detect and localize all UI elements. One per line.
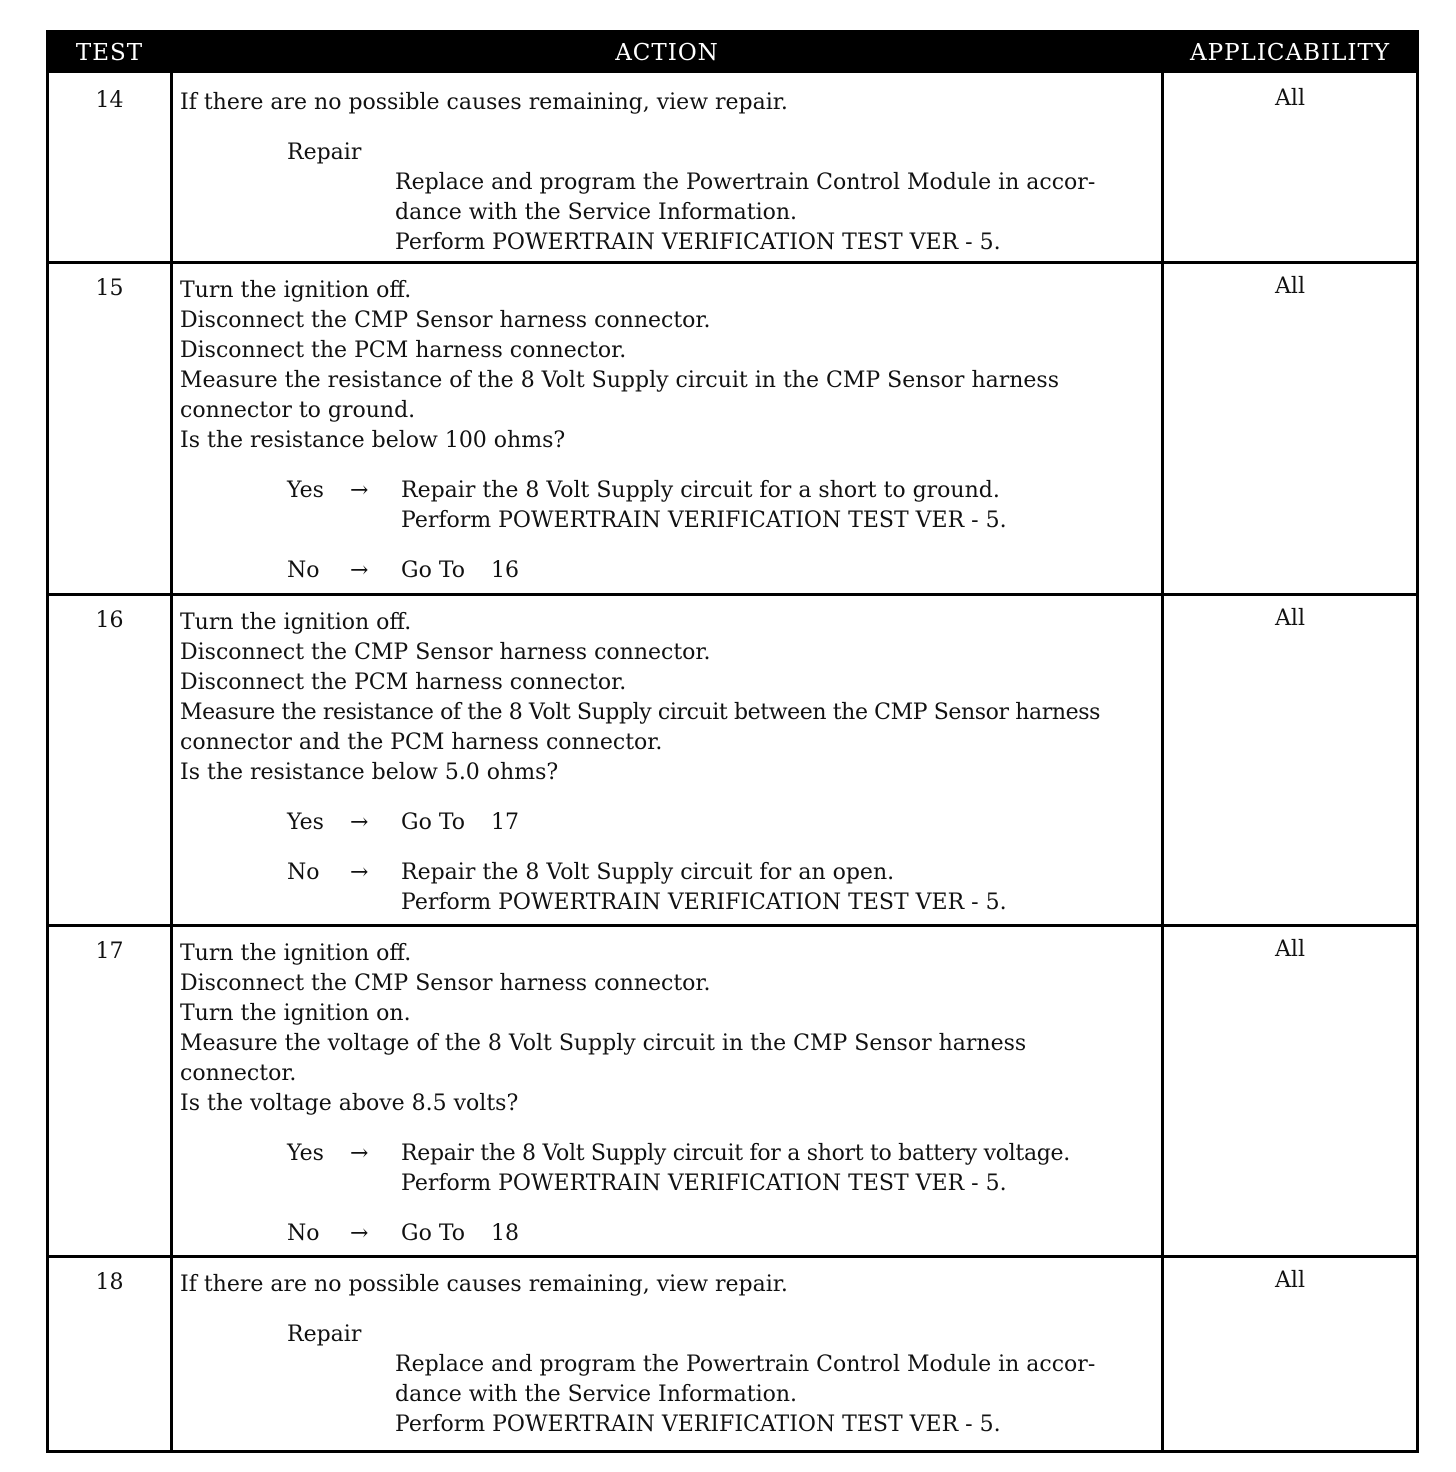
action-cell <box>180 1270 1153 1440</box>
action-question: Is the resistance below 100 ohms? <box>180 428 566 453</box>
goto-target: 16 <box>491 558 520 583</box>
applicability-value: All <box>1275 274 1305 299</box>
no-answer <box>180 858 1153 888</box>
goto-target: 17 <box>491 810 520 835</box>
action-step: Turn the ignition off. <box>180 941 412 966</box>
yes-label: Yes <box>287 810 324 835</box>
action-step: Disconnect the PCM harness connector. <box>180 670 627 695</box>
goto-link[interactable] <box>401 1219 519 1249</box>
action-cell <box>180 88 1153 258</box>
action-cell <box>180 276 1153 586</box>
action-step: Measure the voltage of the 8 Volt Supply circuit in the CMP Sensor harness <box>180 1031 1027 1056</box>
repair-text: Replace and program the Powertrain Control Module in accor- <box>395 1352 1096 1377</box>
repair-text: Perform POWERTRAIN VERIFICATION TEST VER - 5. <box>395 230 1001 255</box>
arrow-icon: → <box>350 1141 369 1166</box>
yes-result: Perform POWERTRAIN VERIFICATION TEST VER - 5. <box>401 1171 1007 1196</box>
table-row <box>49 927 1416 1255</box>
arrow-icon: → <box>350 478 369 503</box>
goto-label: Go To <box>401 1221 466 1246</box>
action-intro: If there are no possible causes remaining, view repair. <box>180 90 788 115</box>
applicability-value: All <box>1275 606 1305 631</box>
goto-label: Go To <box>401 558 466 583</box>
action-step: Turn the ignition off. <box>180 610 412 635</box>
applicability-value: All <box>1275 86 1305 111</box>
action-step: Disconnect the CMP Sensor harness connector. <box>180 640 711 665</box>
yes-label: Yes <box>287 1141 324 1166</box>
header-test: TEST <box>75 40 144 66</box>
no-answer <box>180 1219 1153 1249</box>
action-step: Measure the resistance of the 8 Volt Supply circuit in the CMP Sensor harness <box>180 368 1060 393</box>
yes-answer <box>180 1139 1153 1169</box>
action-step: connector and the PCM harness connector. <box>180 730 663 755</box>
table-row <box>49 1258 1416 1450</box>
repair-text: Perform POWERTRAIN VERIFICATION TEST VER - 5. <box>395 1412 1001 1437</box>
no-label: No <box>287 860 320 885</box>
repair-label: Repair <box>287 1322 362 1347</box>
arrow-icon: → <box>350 860 369 885</box>
no-answer <box>180 556 1153 586</box>
header-applicability: APPLICABILITY <box>1190 40 1390 66</box>
repair-text: dance with the Service Information. <box>395 200 798 225</box>
no-result: Repair the 8 Volt Supply circuit for an open. <box>401 860 895 885</box>
yes-answer <box>180 808 1153 838</box>
yes-result: Repair the 8 Volt Supply circuit for a short to battery voltage. <box>401 1141 1070 1166</box>
action-step: connector to ground. <box>180 398 416 423</box>
no-label: No <box>287 558 320 583</box>
table-row <box>49 596 1416 924</box>
action-step: Disconnect the CMP Sensor harness connector. <box>180 971 711 996</box>
goto-target: 18 <box>491 1221 520 1246</box>
action-step: Disconnect the PCM harness connector. <box>180 338 627 363</box>
action-question: Is the voltage above 8.5 volts? <box>180 1091 519 1116</box>
diagnostic-test-table <box>46 30 1419 1453</box>
arrow-icon: → <box>350 810 369 835</box>
no-result: Perform POWERTRAIN VERIFICATION TEST VER - 5. <box>401 890 1007 915</box>
yes-result: Repair the 8 Volt Supply circuit for a short to ground. <box>401 478 1000 503</box>
table-row <box>49 76 1416 261</box>
yes-result: Perform POWERTRAIN VERIFICATION TEST VER - 5. <box>401 508 1007 533</box>
action-step: Turn the ignition off. <box>180 278 412 303</box>
goto-label: Go To <box>401 810 466 835</box>
action-cell <box>180 608 1153 918</box>
header-action: ACTION <box>615 40 719 66</box>
no-label: No <box>287 1221 320 1246</box>
test-number: 17 <box>95 939 124 964</box>
action-cell <box>180 939 1153 1249</box>
test-number: 14 <box>95 88 124 113</box>
test-number: 15 <box>95 276 124 301</box>
goto-link[interactable] <box>401 808 519 838</box>
table-header <box>49 33 1416 73</box>
arrow-icon: → <box>350 1221 369 1246</box>
test-number: 18 <box>95 1270 124 1295</box>
arrow-icon: → <box>350 558 369 583</box>
action-step: connector. <box>180 1061 297 1086</box>
action-question: Is the resistance below 5.0 ohms? <box>180 760 559 785</box>
action-step: Turn the ignition on. <box>180 1001 411 1026</box>
action-intro: If there are no possible causes remaining, view repair. <box>180 1272 788 1297</box>
table-row <box>49 264 1416 593</box>
repair-label: Repair <box>287 140 362 165</box>
repair-text: dance with the Service Information. <box>395 1382 798 1407</box>
action-step: Measure the resistance of the 8 Volt Supply circuit between the CMP Sensor harness <box>180 700 1100 725</box>
action-step: Disconnect the CMP Sensor harness connector. <box>180 308 711 333</box>
applicability-value: All <box>1275 1268 1305 1293</box>
goto-link[interactable] <box>401 556 519 586</box>
yes-label: Yes <box>287 478 324 503</box>
repair-text: Replace and program the Powertrain Control Module in accor- <box>395 170 1096 195</box>
yes-answer <box>180 476 1153 506</box>
applicability-value: All <box>1275 937 1305 962</box>
test-number: 16 <box>95 608 124 633</box>
